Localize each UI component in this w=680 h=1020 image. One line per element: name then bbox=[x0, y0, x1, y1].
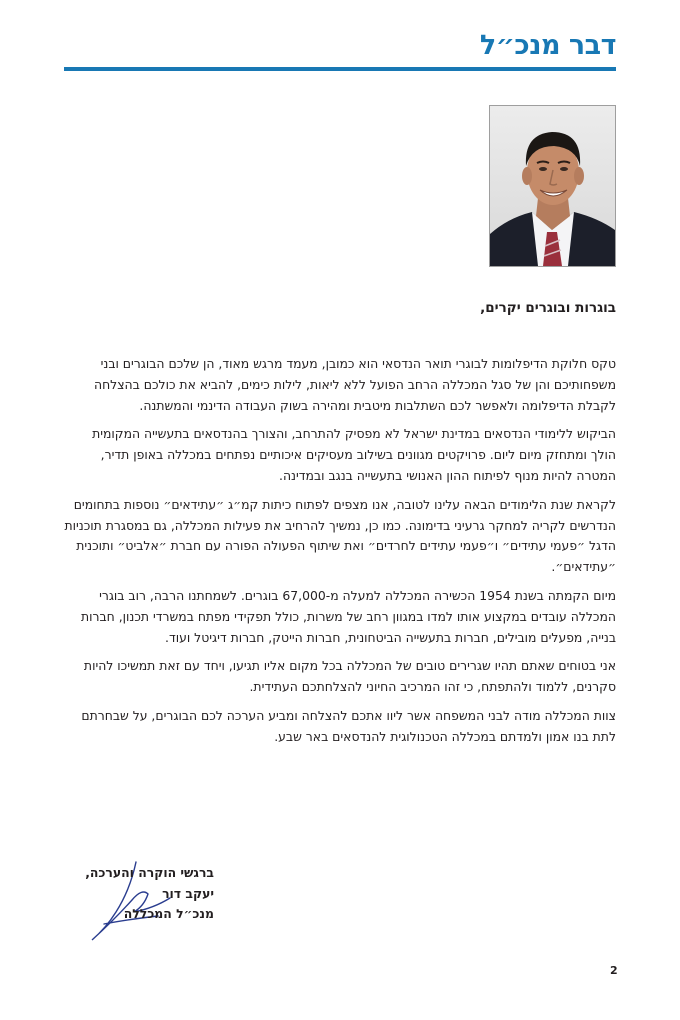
page-number: 2 bbox=[610, 964, 618, 977]
greeting-heading: בוגרות ובוגרים יקרים, bbox=[480, 300, 616, 316]
paragraph: הביקוש ללימודי הנדסאים במדינת ישראל לא מפסיק להתרחב, והצורך בהנדסאים בתעשייה המקומית הולך ומתחזק מיום ליום. פרויקטים מגוונים בשילוב מעסיקים איכותיים נפתחים במכללה באופן תדיר, המטרה להיות מנוף לפיתוח ההון האנושי בתעשייה בנגב ובמדינה. bbox=[92, 426, 616, 483]
signature-closing: ברגשי הוקרה והערכה, bbox=[85, 865, 214, 880]
paragraph: צוות המכללה מודה לבני המשפחה אשר ליוו אתכם להצלחה ומביע הערכה לכם הבוגרים, על שבחרתם לתת בנו אמון ולמדתם במכללה הטכנולוגית להנדסאים באר שבע. bbox=[81, 707, 616, 744]
signature-block bbox=[85, 863, 214, 925]
letter-body bbox=[64, 354, 616, 756]
paragraph: טקס חלוקת הדיפלומות לבוגרי תואר הנדסאי הוא כמובן, מעמד מרגש מאוד, הן שלכם הבוגרים ובני משפחותיכם והן של סגל המכללה הרחב הפועל ללא ליאות, לילות כימים, להביא את כולכם בהצלחה לקבלת הדיפלומה ולאפשר לכם השתלבות מיטבית ומהירה בשוק העבודה הדינמי והמשתנה. bbox=[93, 356, 616, 413]
paragraph: לקראת שנת הלימודים הבאה עלינו לטובה, אנו מצפים לפתוח כיתות קמ״ג ״עתידאים״ נוספות בתחומים הנדרשים לקריה למחקר גרעיני בדימונה. כמו כן, נמשיך להרחיב את פעילות המכללה, גם במסגרת תוכניות הדגל ״פעמי עתידים״ ו״פעמי עתידים לחרדים״ ואת שיתוף הפעולה הפורה עם חברת ״אלביט״ ותוכנית ״עתידאים״. bbox=[64, 496, 616, 575]
portrait-photo bbox=[489, 105, 616, 267]
signature-role: מנכ״ל המכללה bbox=[123, 906, 214, 921]
page-title: דבר מנכ״ל bbox=[479, 30, 616, 61]
title-divider bbox=[64, 67, 616, 71]
paragraph: מיום הקמתה בשנת 1954 הכשירה המכללה למעלה מ-67,000 בוגרים. לשמחתנו הרבה, רוב בוגרי המכללה עובדים במקצוע אותו למדו במגוון רחב של משרות, כולל תפקידי מפתח במשרדי תכנון, חברות בנייה, מפעלים מובילים, חברות בתעשייה הביטחונית, חברות הייטק, חברות דיגיטל ועוד. bbox=[81, 587, 616, 645]
paragraph: אני בטוחים שאתם תהיו שגרירים טובים של המכללה בכל מקום אליו תגיעו, ויחד עם זאת תמשיכו להיות סקרנים, ללמוד ולהתפתח, כי זהו המרכיב החיוני להצלחתכם העתידית. bbox=[83, 658, 616, 695]
portrait-illustration bbox=[490, 106, 615, 266]
signature-name: יעקב דור bbox=[162, 885, 214, 901]
